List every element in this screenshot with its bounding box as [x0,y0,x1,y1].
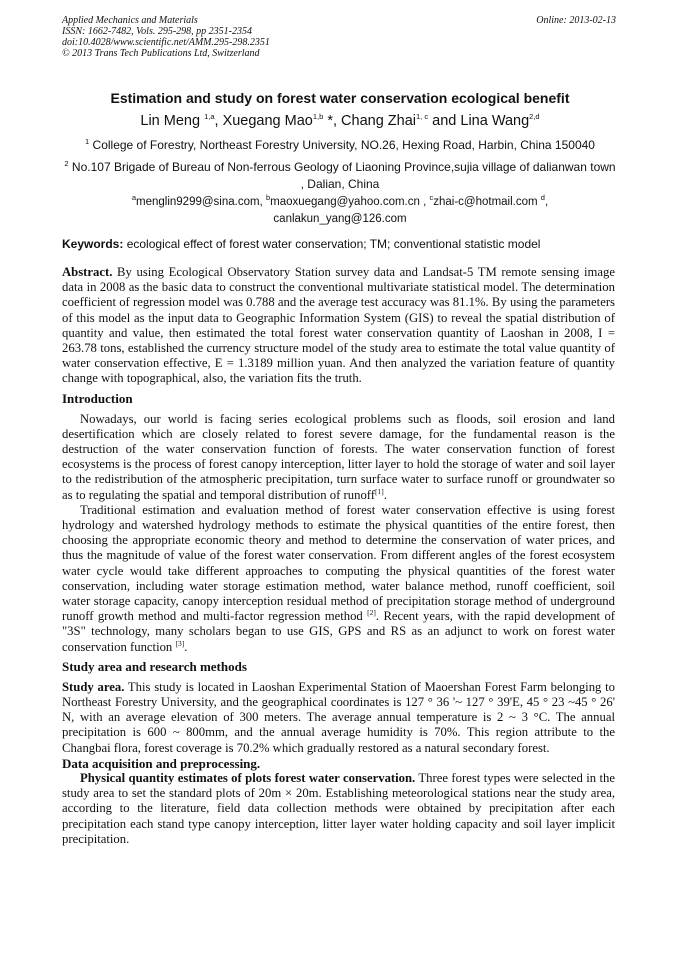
author-list: Lin Meng $^{1,a}$, Xuegang Mao$^{1,b}$ *, Chang Zhai$^{1, c}$ and Lina Wang$^{2,d}$ [140,112,540,129]
paragraph-text: . Recent years, with the rapid development of "3S" technology, many scholars began to use GIS, GPS and RS as an adjunct to work on forest water conservation function [62,609,616,654]
data-acquisition-paragraph [62,771,615,847]
affiliation-number: 1 [85,137,90,146]
paragraph-text: . [184,639,188,654]
corresponding-author-mark: * [327,113,333,129]
abstract [62,265,615,387]
abstract-label: Abstract. [62,265,113,279]
keywords-text: ecological effect of forest water conservation; TM; conventional statistic model [126,237,541,251]
affiliation-text: No.107 Brigade of Bureau of Non-ferrous Geology of Liaoning Province,sujia village of dalianwan town , Dalian, China [71,160,616,191]
author-affiliation-mark: 1,b [312,112,324,122]
email-separator: , [544,196,549,208]
author-affiliation-mark: 1, c [416,112,429,122]
paragraph-text: Three forest types were selected in the study area to set the standard plots of 20m × 20m. Establishing meteorological stations near the study area, according to the literature, field data collection methods were obtained by precipitation after each precipitation each stand type canopy interception, litter layer water holding capacity and soil layer implicit precipitation. [62,770,615,846]
author-name: Lin Meng [140,113,201,129]
copyright-line: © 2013 Trans Tech Publications Ltd, Switzerland [62,48,260,59]
subsection-heading-data-acquisition: Data acquisition and preprocessing. [62,755,261,771]
email-link[interactable]: zhai-c@hotmail.com [433,196,538,208]
author-name: Lina Wang [460,113,530,129]
citation-ref[interactable]: [1] [375,486,384,496]
paragraph-text: Traditional estimation and evaluation method of forest water conservation effective is using forest hydrology and watershed hydrology methods to estimate the physical quantities of the entire forest, then choosing the appropriate economic theory and method to determine the conservation of water prices, and thus the magnitude of value of the forest water conservation. From different angles of the forest ecosystem water cycle would take different approaches to computing the physical quantities of the forest water conservation, including water storage estimation method, water balance method, runoff coefficient, soil water storage capacity, canopy interception residual method of precipitation storage method of underground runoff growth method and multi-factor regression method [62,502,615,624]
affiliation-number: 2 [64,159,69,168]
author-name: Xuegang Mao [222,113,313,129]
section-heading-study-area: Study area and research methods [62,658,247,674]
paragraph-text: Nowadays, our world is facing series ecological problems such as floods, soil erosion and land desertification which are closely related to forest severe damage, for the fundamental reason is the destruction of the water conservation function of forests. The water conservation function of forest ecosystems is the process of forest canopy interception, litter layer to hold the storage of water and soil layer to the redistribution of the atmospheric precipitation, turn surface water to surface runoff or groundwater so as to regulating the spatial and temporal distribution of runoff [62,411,615,502]
email-link[interactable]: canlakun_yang@126.com [273,213,407,225]
subsection-label: Physical quantity estimates of plots forest water conservation. [80,770,416,785]
online-date: Online: 2013-02-13 [536,15,616,26]
section-heading-introduction: Introduction [62,390,133,406]
journal-name: Applied Mechanics and Materials [62,15,198,26]
subsection-label: Study area. [62,679,125,694]
affiliation-2 [62,159,618,193]
citation-ref[interactable]: [3] [175,638,185,648]
author-affiliation-mark: 1,a [204,112,215,122]
paper-title: Estimation and study on forest water conservation ecological benefit [110,90,570,106]
email-mark: b [265,193,271,203]
paragraph-text: This study is located in Laoshan Experimental Station of Maoershan Forest Farm belonging to Northeast Forestry University, and the geographical coordinates is 127 ° 36 '~ 127 ° 39'E, 45 ° 23 ~45 ° 26' N, with an average elevation of 300 meters. The average annual temperature is 2 ~ 3 °C. The annual precipitation is 600 ~ 800mm, and the annual average humidity is 70%. This region attribute to the Changbai flora, forest coverage is 70.2% which gradually restored as a natural secondary forest. [62,679,615,755]
running-header [62,15,618,59]
paper-body [62,265,615,847]
author-affiliation-mark: 2,d [529,112,540,122]
email-link[interactable]: maoxuegang@yahoo.com.cn , [270,196,427,208]
email-mark: a [131,193,136,203]
affiliation-1 [62,137,618,154]
intro-paragraph-1 [62,412,615,503]
citation-ref[interactable]: [2] [367,608,376,618]
keywords [62,237,618,251]
study-area-paragraph [62,680,615,756]
email-mark: d [540,193,545,203]
abstract-text: By using Ecological Observatory Station survey data and Landsat-5 TM remote sensing image data in 2008 as the basic data to construct the conventional multivariate statistical model. The determination coefficient of regression model was 0.788 and the average test accuracy was 81.1%. By using the parameters of this model as the input data to Geographic Information System (GIS) to reveal the spatial distribution of quantity and value, then estimated the total forest water conservation quantity of Laoshan in 2008, I = 263.78 tons, established the currency structure model of the study area to estimate the total value quantity of water conservation effective, E = 1.3189 million yuan. And then analyzed the variation feature of quantity change with topographical, also, the variation fits the truth. [62,265,615,386]
author-conjunction: and [432,113,457,129]
doi-line: doi:10.4028/www.scientific.net/AMM.295-298.2351 [62,37,270,48]
affiliation-text: College of Forestry, Northeast Forestry University, NO.26, Hexing Road, Harbin, China 150040 [92,138,595,152]
intro-paragraph-2 [62,503,615,655]
issn-line: ISSN: 1662-7482, Vols. 295-298, pp 2351-2354 [62,26,252,37]
paragraph-text: . [383,487,387,502]
email-link[interactable]: menglin9299@sina.com, [136,196,263,208]
email-list [62,194,618,228]
author-name: Chang Zhai [341,113,417,129]
email-mark: c [429,193,434,203]
keywords-label: Keywords: [62,237,124,251]
